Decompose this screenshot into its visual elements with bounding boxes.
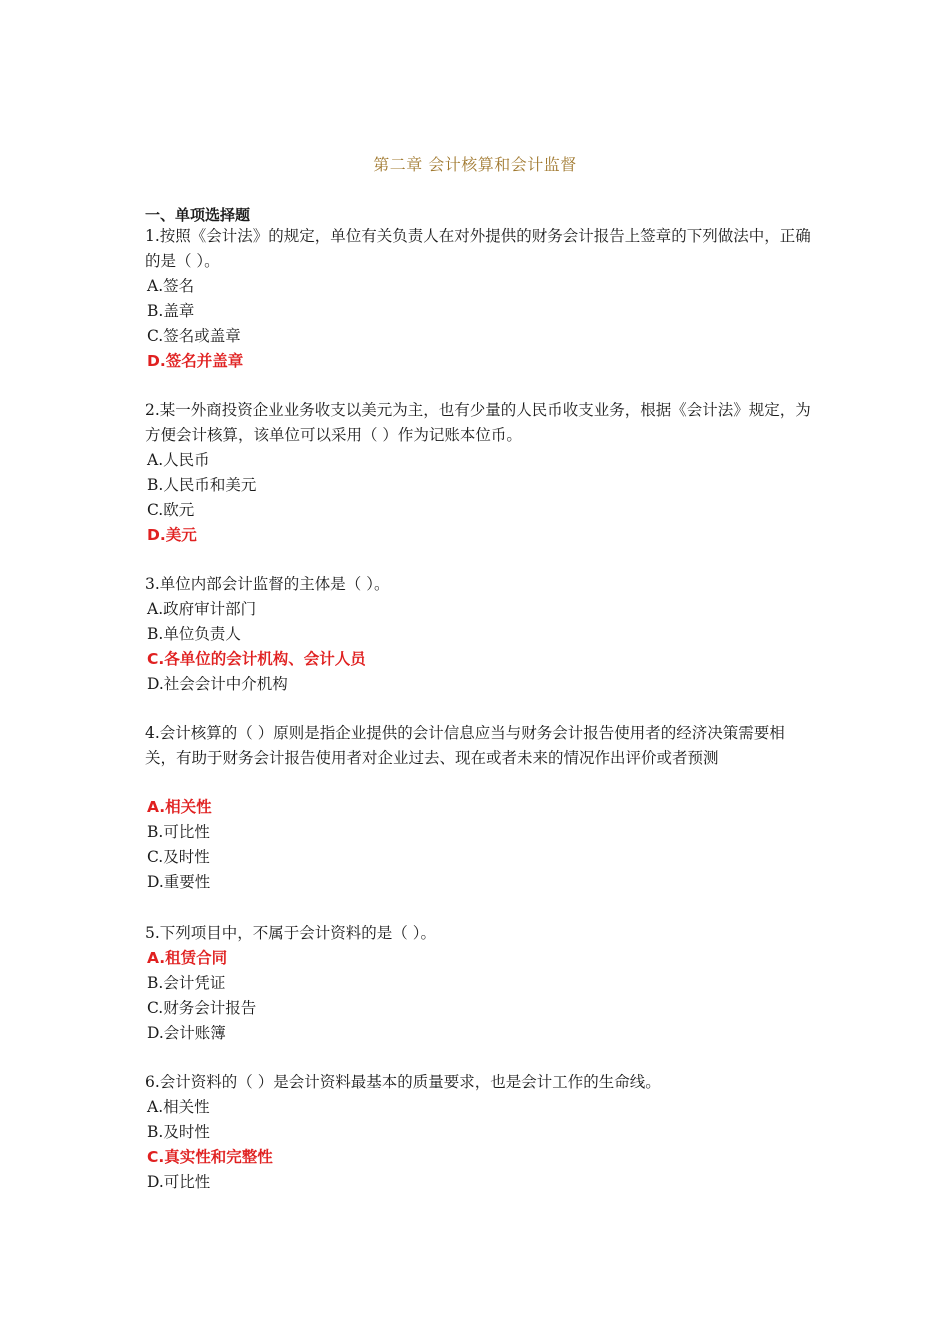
option-c: C.及时性 xyxy=(147,848,210,866)
option-d-correct: D.美元 xyxy=(147,526,197,544)
option-d: D.社会会计中介机构 xyxy=(147,675,288,693)
question-stem: 5.下列项目中，不属于会计资料的是（ ）。 xyxy=(145,924,436,942)
option-a-correct: A.租赁合同 xyxy=(147,949,228,967)
option-b: B.人民币和美元 xyxy=(147,476,257,494)
question-stem: 1.按照《会计法》的规定，单位有关负责人在对外提供的财务会计报告上签章的下列做法中，正确的是（ ）。 xyxy=(145,227,811,270)
option-b: B.及时性 xyxy=(147,1123,210,1141)
question-3 xyxy=(145,572,815,697)
question-5 xyxy=(145,921,815,1046)
question-stem: 4.会计核算的（ ）原则是指企业提供的会计信息应当与财务会计报告使用者的经济决策需要相关，有助于财务会计报告使用者对企业过去、现在或者未来的情况作出评价或者预测 xyxy=(145,724,785,767)
question-stem: 3.单位内部会计监督的主体是（ ）。 xyxy=(145,575,390,593)
option-d: D.重要性 xyxy=(147,873,211,891)
option-c-correct: C.各单位的会计机构、会计人员 xyxy=(147,650,366,668)
option-a-correct: A.相关性 xyxy=(147,798,212,816)
option-b: B.可比性 xyxy=(147,823,210,841)
option-d: D.会计账簿 xyxy=(147,1024,226,1042)
option-a: A.政府审计部门 xyxy=(147,600,257,618)
option-a: A.相关性 xyxy=(147,1098,210,1116)
question-stem: 2.某一外商投资企业业务收支以美元为主，也有少量的人民币收支业务，根据《会计法》规定，为方便会计核算，该单位可以采用（ ）作为记账本位币。 xyxy=(145,401,811,444)
question-2 xyxy=(145,398,815,548)
option-b: B.会计凭证 xyxy=(147,974,226,992)
option-c: C.签名或盖章 xyxy=(147,327,241,345)
chapter-title: 第二章 会计核算和会计监督 xyxy=(373,155,577,174)
option-a: A.签名 xyxy=(147,277,195,295)
question-stem: 6.会计资料的（ ）是会计资料最基本的质量要求，也是会计工作的生命线。 xyxy=(145,1073,661,1091)
question-4 xyxy=(145,721,815,895)
option-d: D.可比性 xyxy=(147,1173,211,1191)
option-c-correct: C.真实性和完整性 xyxy=(147,1148,273,1166)
section-heading: 一、单项选择题 xyxy=(145,206,251,224)
option-a: A.人民币 xyxy=(147,451,210,469)
option-b: B.单位负责人 xyxy=(147,625,241,643)
option-c: C.财务会计报告 xyxy=(147,999,257,1017)
option-c: C.欧元 xyxy=(147,501,195,519)
option-d-correct: D.签名并盖章 xyxy=(147,352,244,370)
spacer xyxy=(145,771,815,795)
option-b: B.盖章 xyxy=(147,302,195,320)
question-1 xyxy=(145,224,815,374)
question-6 xyxy=(145,1070,815,1195)
